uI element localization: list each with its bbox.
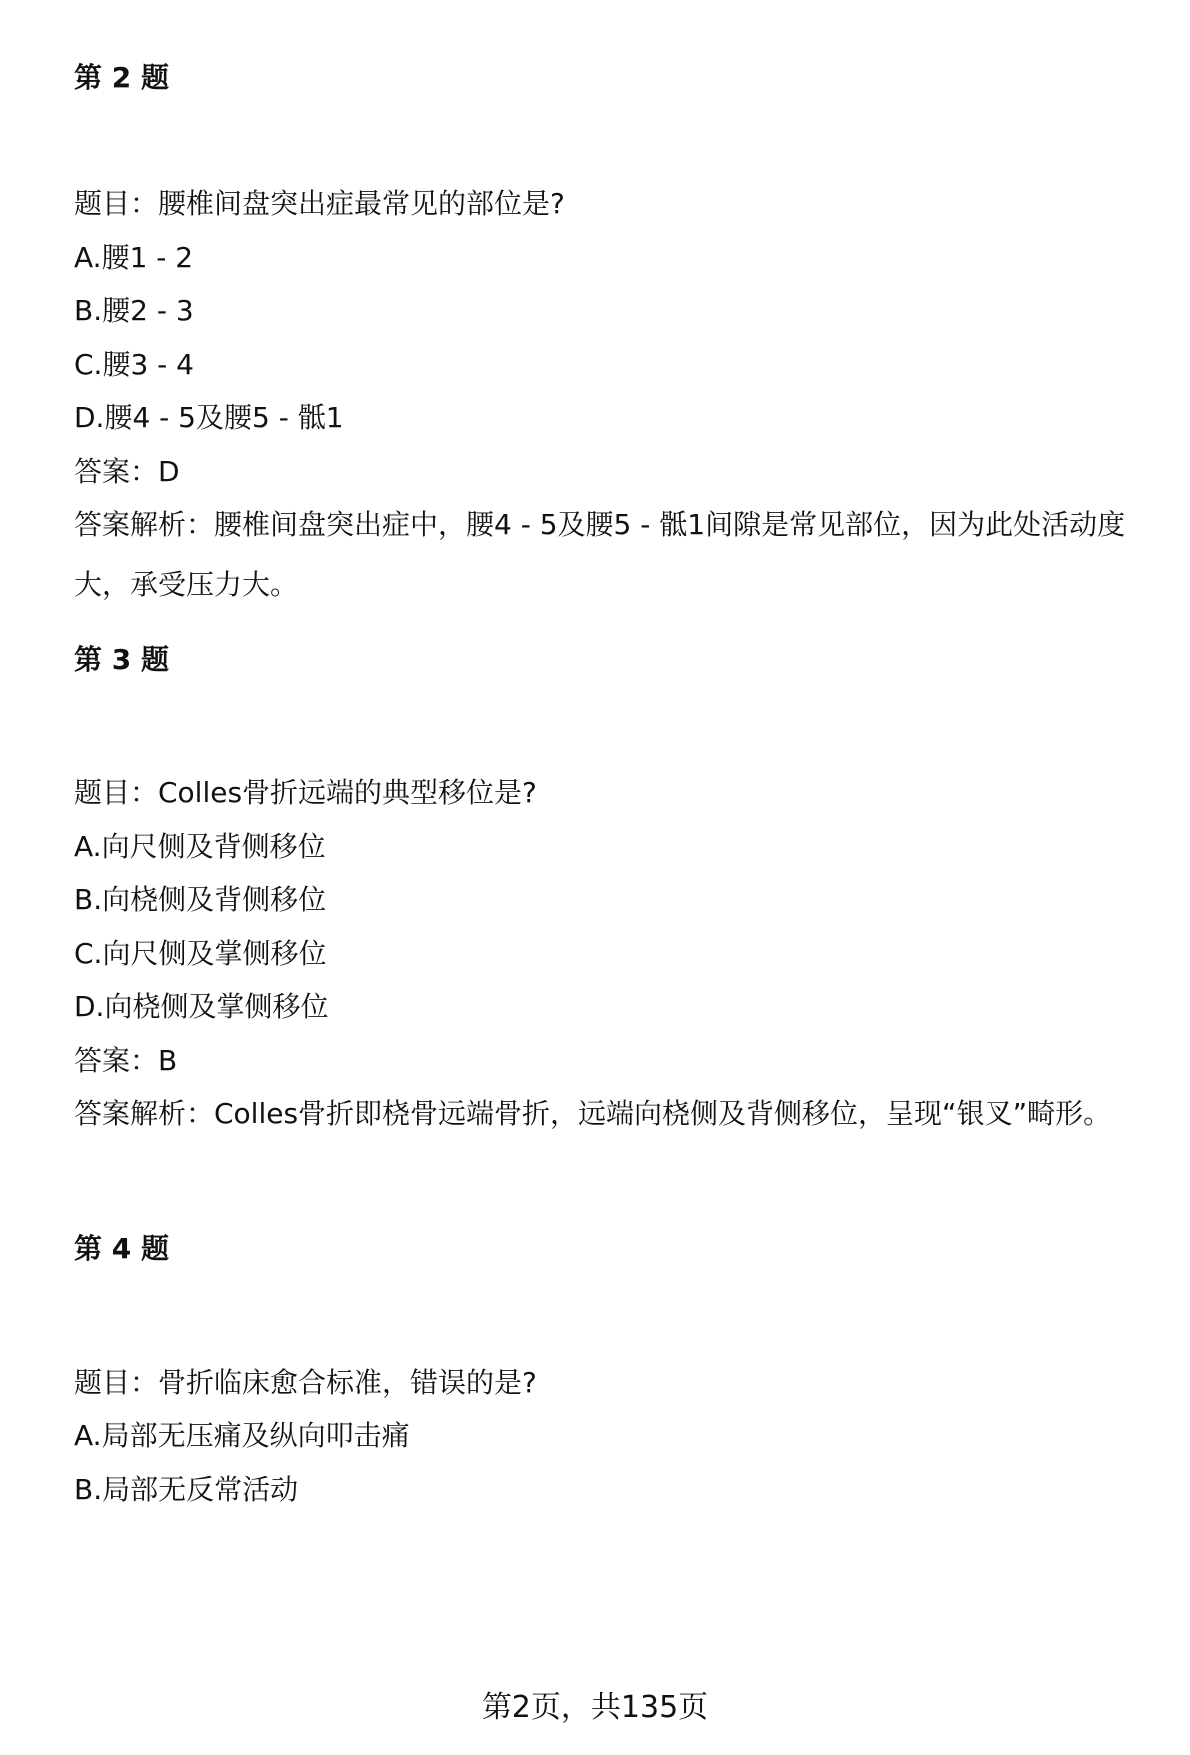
page-footer: 第2页，共135页 <box>481 1690 709 1725</box>
option-a: A.向尺侧及背侧移位 <box>74 830 326 863</box>
option-a: A.局部无压痛及纵向叩击痛 <box>74 1419 410 1452</box>
option-b: B.局部无反常活动 <box>74 1473 299 1506</box>
question-heading: 第 2 题 <box>74 61 169 94</box>
option-a: A.腰1 - 2 <box>74 241 194 274</box>
option-d: D.向桡侧及掌侧移位 <box>74 990 329 1023</box>
option-c: C.腰3 - 4 <box>74 348 194 381</box>
answer-line: 答案：D <box>74 455 180 488</box>
option-c: C.向尺侧及掌侧移位 <box>74 937 327 970</box>
question-stem: 题目：骨折临床愈合标准，错误的是? <box>74 1366 537 1399</box>
option-d: D.腰4 - 5及腰5 - 骶1 <box>74 401 344 434</box>
question-stem: 题目：Colles骨折远端的典型移位是? <box>74 776 537 809</box>
question-stem: 题目：腰椎间盘突出症最常见的部位是? <box>74 187 565 220</box>
answer-explanation: 答案解析：腰椎间盘突出症中，腰4 - 5及腰5 - 骶1间隙是常见部位，因为此处活动度大，承受压力大。 <box>74 508 1126 601</box>
option-b: B.向桡侧及背侧移位 <box>74 883 327 916</box>
answer-line: 答案：B <box>74 1044 178 1077</box>
answer-explanation: 答案解析：Colles骨折即桡骨远端骨折，远端向桡侧及背侧移位，呈现“银叉”畸形。 <box>74 1097 1112 1130</box>
question-heading: 第 3 题 <box>74 643 169 676</box>
option-b: B.腰2 - 3 <box>74 294 194 327</box>
question-heading: 第 4 题 <box>74 1232 169 1265</box>
